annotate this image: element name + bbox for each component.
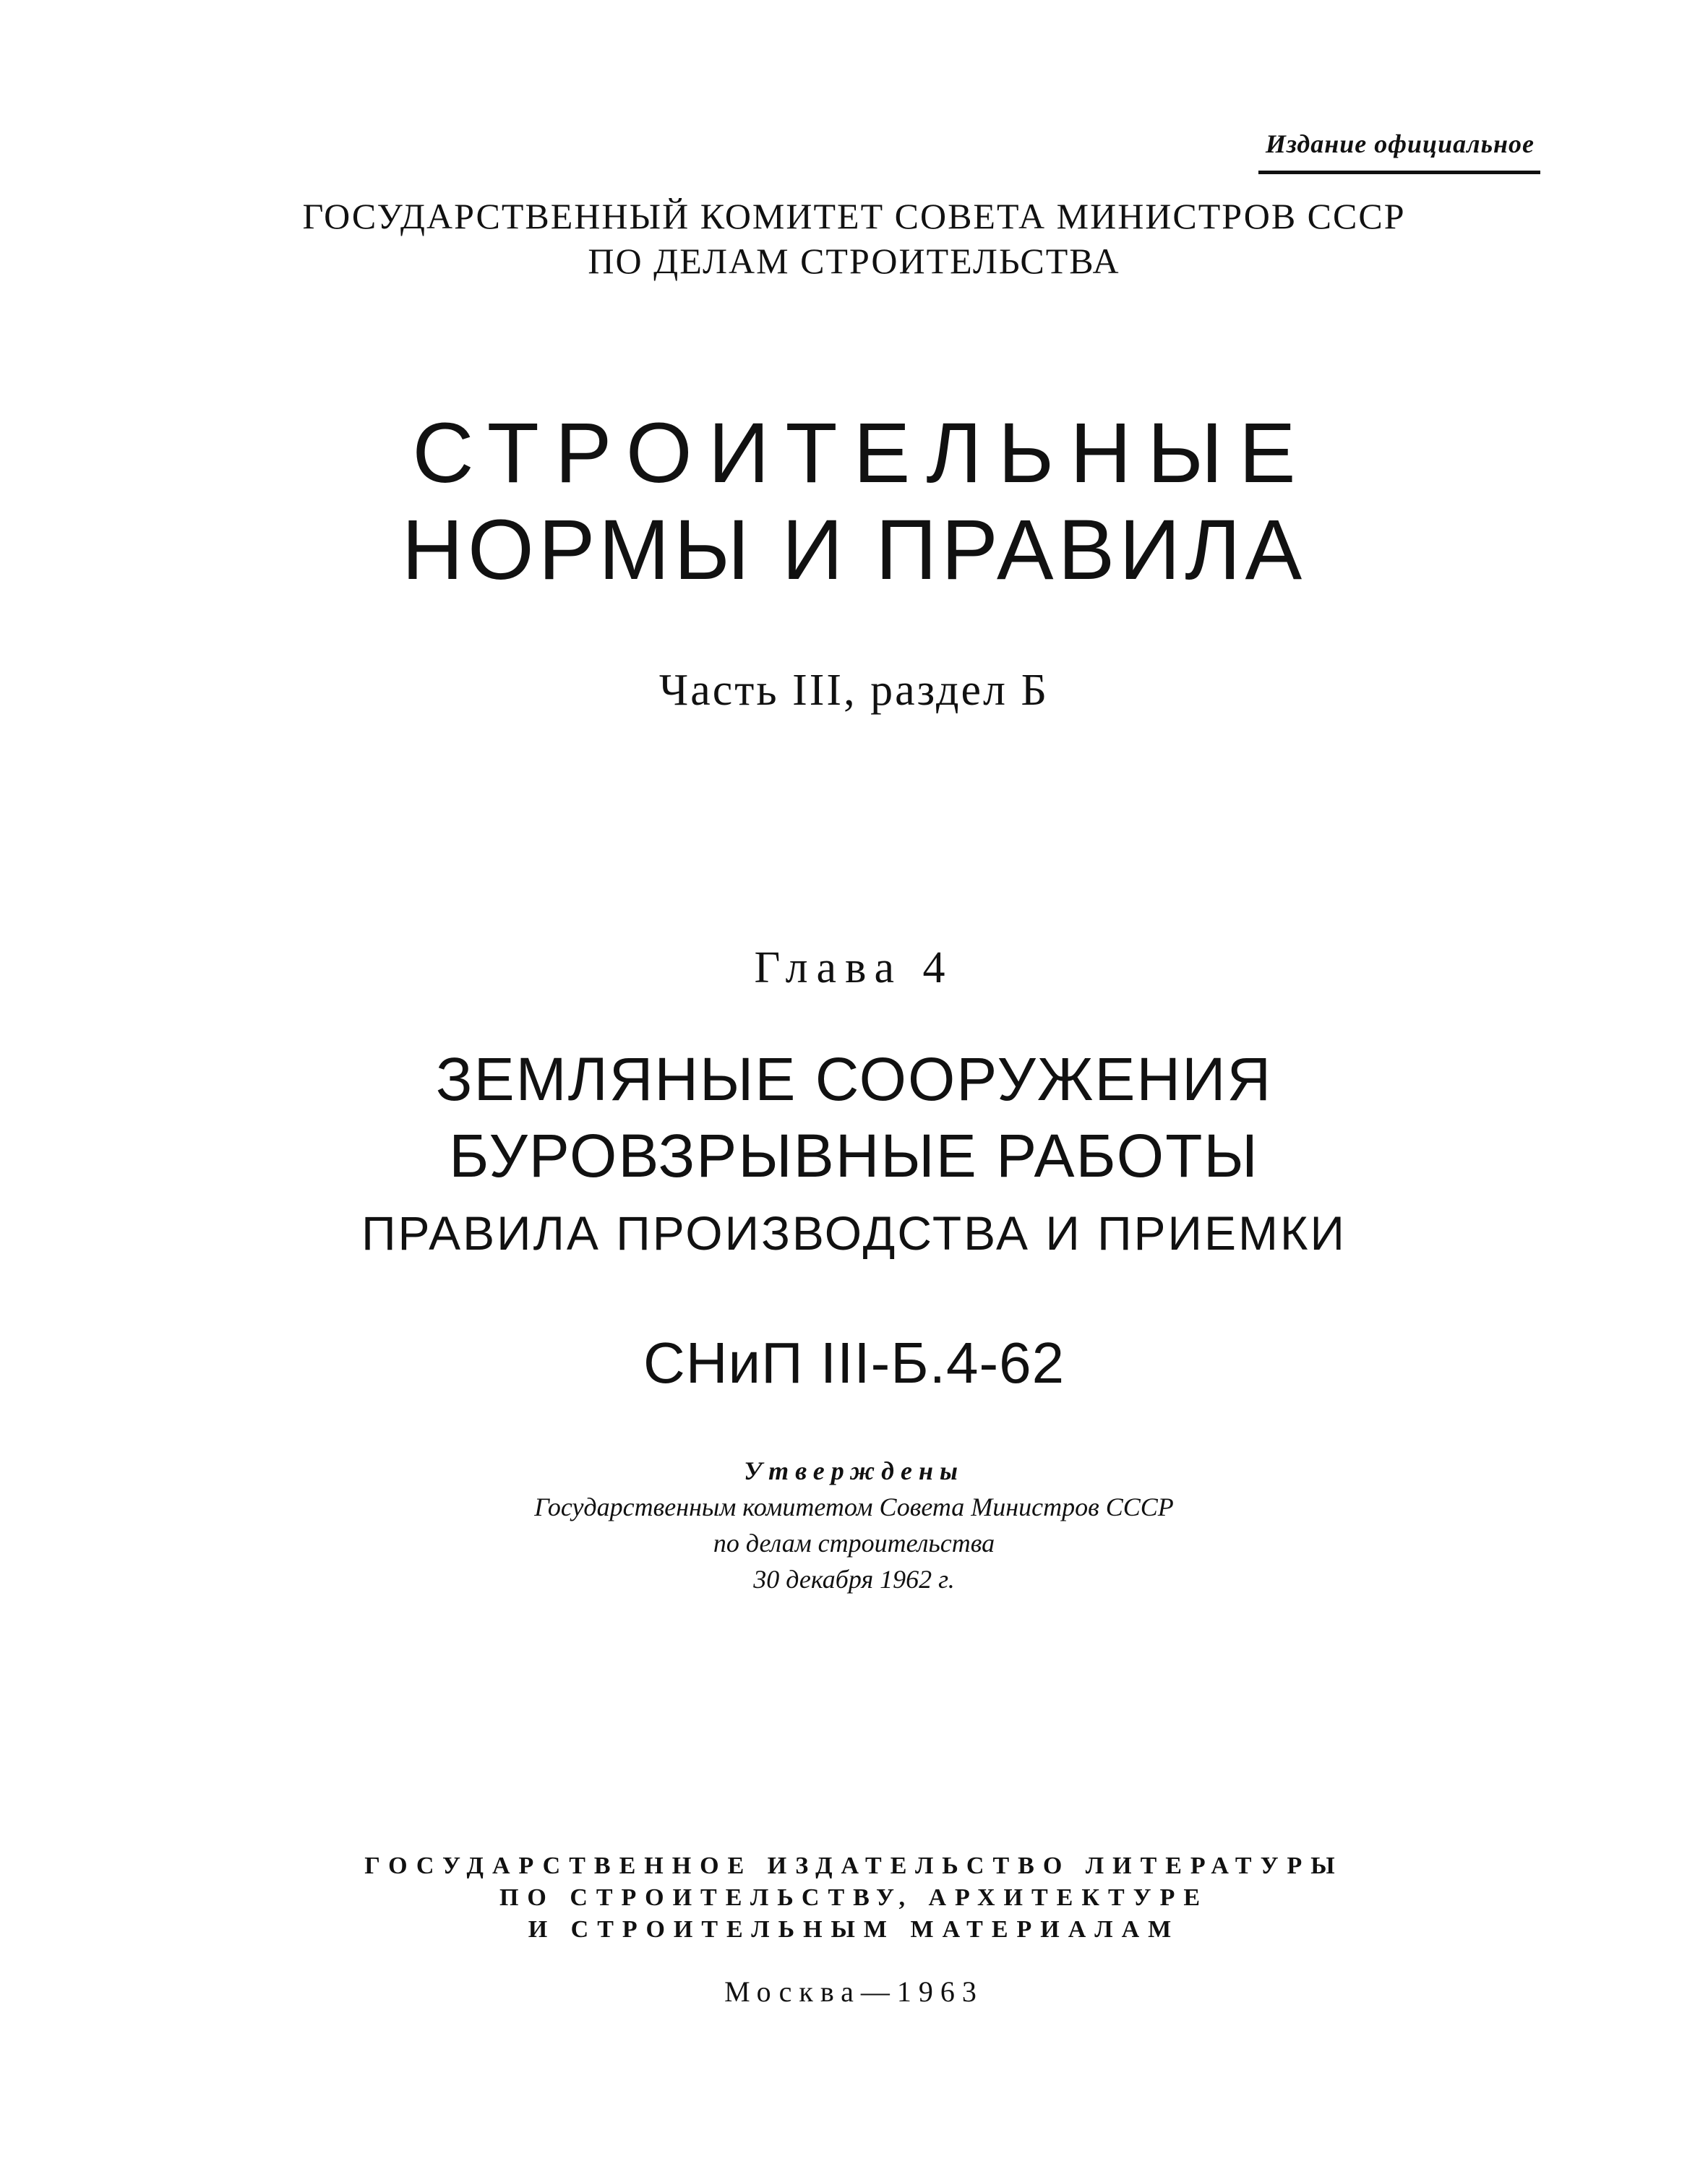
city-year: Москва—1963	[724, 1975, 984, 2008]
main-title	[0, 405, 1708, 598]
rules-subtitle: ПРАВИЛА ПРОИЗВОДСТВА И ПРИЕМКИ	[361, 1206, 1347, 1260]
approval-note	[0, 1453, 1708, 1597]
committee-header	[0, 194, 1708, 283]
publisher-line-1: ГОСУДАРСТВЕННОЕ ИЗДАТЕЛЬСТВО ЛИТЕРАТУРЫ	[364, 1852, 1344, 1879]
approval-line-3: по делам строительства	[713, 1529, 995, 1558]
committee-line-1: ГОСУДАРСТВЕННЫЙ КОМИТЕТ СОВЕТА МИНИСТРОВ СССР	[302, 196, 1406, 236]
approval-line-2: Государственным комитетом Совета Министров СССР	[534, 1493, 1174, 1521]
official-edition-note: Издание официальное	[1265, 129, 1535, 158]
publisher-line-3: И СТРОИТЕЛЬНЫМ МАТЕРИАЛАМ	[528, 1916, 1180, 1943]
publisher-line-2: ПО СТРОИТЕЛЬСТВУ, АРХИТЕКТУРЕ	[499, 1884, 1209, 1911]
main-title-line-2: НОРМЫ И ПРАВИЛА	[401, 502, 1307, 598]
main-title-line-1: СТРОИТЕЛЬНЫЕ	[412, 405, 1312, 501]
chapter-number: Глава 4	[754, 943, 954, 992]
chapter-subject	[0, 1041, 1708, 1194]
official-note-underline	[1258, 171, 1540, 174]
committee-line-2: ПО ДЕЛАМ СТРОИТЕЛЬСТВА	[588, 241, 1120, 281]
approval-line-4: 30 декабря 1962 г.	[753, 1565, 955, 1594]
part-section: Часть III, раздел Б	[658, 666, 1050, 715]
chapter-subject-line-1: ЗЕМЛЯНЫЕ СООРУЖЕНИЯ	[435, 1045, 1273, 1113]
publisher-imprint	[0, 1850, 1708, 1946]
document-code: СНиП III-Б.4-62	[643, 1331, 1065, 1395]
approval-line-1: Утверждены	[744, 1456, 964, 1485]
chapter-subject-line-2: БУРОВЗРЫВНЫЕ РАБОТЫ	[449, 1122, 1259, 1190]
